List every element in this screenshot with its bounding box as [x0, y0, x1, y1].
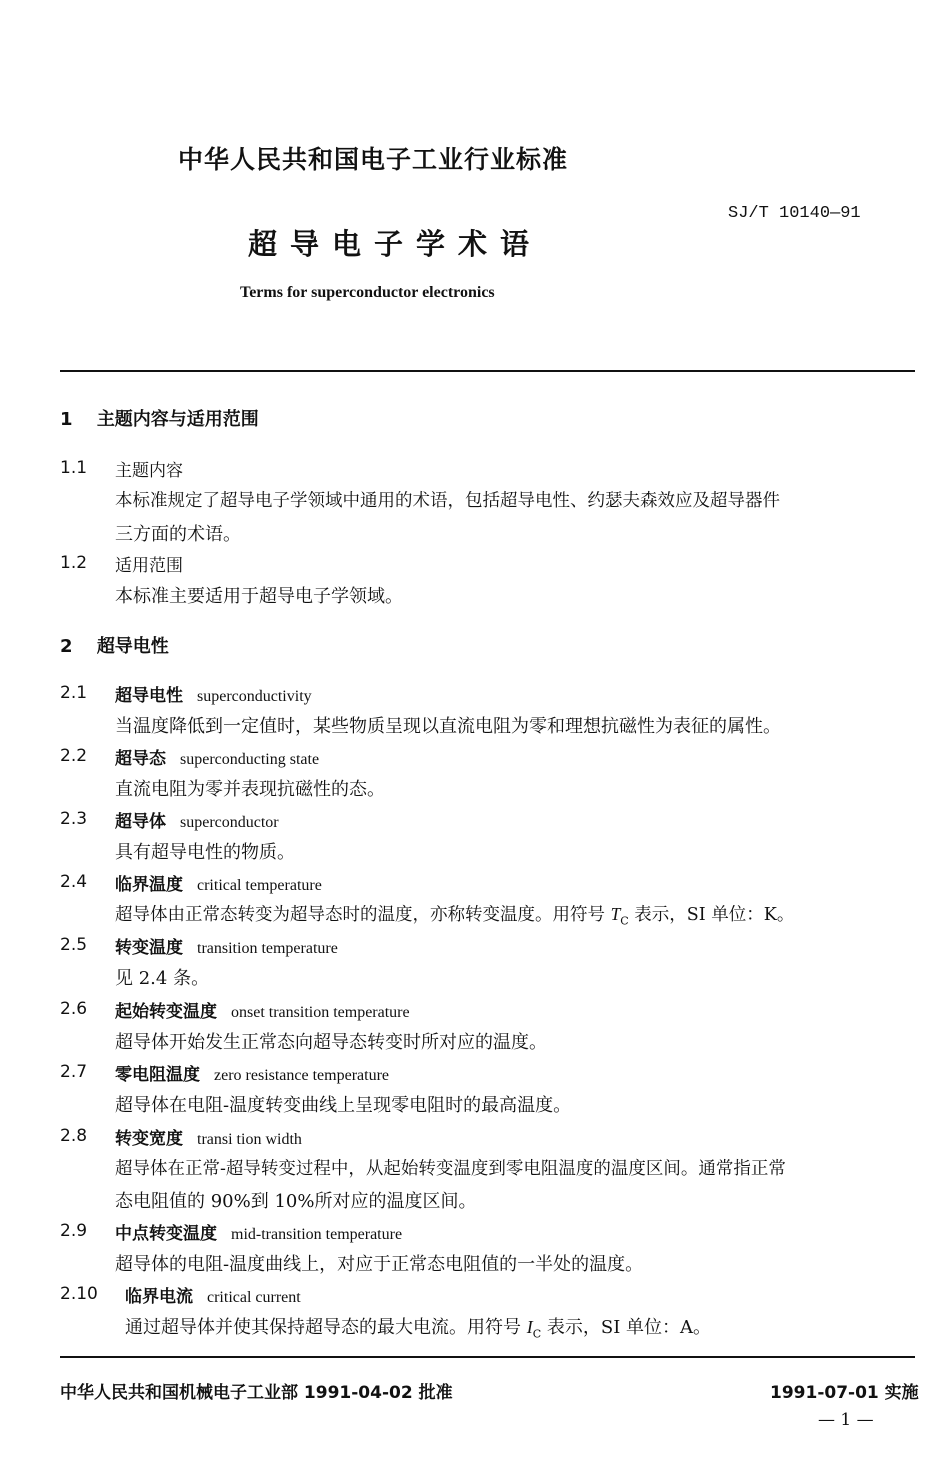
term-zh: 临界电流: [125, 1287, 193, 1307]
term-entry: [125, 1282, 301, 1307]
symbol-subscript: C: [532, 1327, 542, 1341]
term-entry: [115, 1060, 389, 1085]
term-definition: [115, 901, 794, 928]
bottom-divider: [60, 1356, 915, 1358]
term-en: zero resistance temperature: [214, 1067, 390, 1084]
term-definition: 见 2.4 条。: [115, 968, 210, 989]
top-divider: [60, 370, 915, 372]
term-number: 2.5: [60, 935, 88, 955]
term-en: superconductivity: [197, 688, 312, 705]
term-entry: [115, 807, 279, 832]
document-title-zh: 超导电子学术语: [248, 227, 543, 261]
term-number: 2.1: [60, 683, 88, 703]
term-number: 2.9: [60, 1221, 88, 1241]
term-zh: 起始转变温度: [115, 1002, 217, 1022]
term-number: 2.10: [60, 1284, 98, 1304]
term-zh: 超导电性: [115, 686, 183, 706]
term-number: 2.7: [60, 1062, 88, 1082]
section-number: 2: [60, 636, 73, 657]
section-title: 超导电性: [96, 636, 169, 657]
term-entry: [115, 933, 338, 958]
term-number: 2.3: [60, 809, 88, 829]
clause-title: 主题内容: [115, 461, 183, 481]
term-entry: [115, 1219, 402, 1244]
term-number: 2.6: [60, 999, 88, 1019]
term-definition: 超导体开始发生正常态向超导态转变时所对应的温度。: [115, 1032, 547, 1053]
term-en: superconductor: [180, 814, 279, 831]
clause-number: 1.2: [60, 553, 88, 573]
clause-text: 本标准规定了超导电子学领域中通用的术语，包括超导电性、约瑟夫森效应及超导器件: [115, 491, 780, 511]
term-en: mid-transition temperature: [231, 1226, 403, 1243]
term-number: 2.2: [60, 746, 88, 766]
page-number: — 1 —: [818, 1410, 874, 1430]
section-number: 1: [60, 409, 73, 430]
term-entry: [115, 744, 319, 769]
term-en: critical current: [207, 1289, 301, 1306]
clause-title: 适用范围: [115, 556, 183, 576]
symbol: I: [526, 1317, 533, 1337]
section-1-heading: [60, 405, 259, 431]
section-title: 主题内容与适用范围: [96, 409, 259, 430]
term-definition: 当温度降低到一定值时，某些物质呈现以直流电阻为零和理想抗磁性为表征的属性。: [115, 716, 781, 737]
term-zh: 临界温度: [115, 875, 183, 895]
clause-number: 1.1: [60, 458, 88, 478]
standard-number: SJ/T 10140—91: [728, 204, 861, 223]
term-entry: [115, 1124, 302, 1149]
term-zh: 超导态: [115, 749, 166, 769]
definition-text: 表示，SI 单位：A。: [541, 1317, 712, 1338]
term-en: transi tion width: [197, 1131, 302, 1148]
term-zh: 转变温度: [115, 938, 183, 958]
term-zh: 中点转变温度: [115, 1224, 217, 1244]
term-definition: 具有超导电性的物质。: [115, 842, 295, 863]
definition-text: 通过超导体并使其保持超导态的最大电流。用符号: [125, 1317, 527, 1338]
term-definition: 超导体在正常-超导转变过程中，从起始转变温度到零电阻温度的温度区间。通常指正常: [115, 1159, 786, 1179]
standard-title: 中华人民共和国电子工业行业标准: [178, 145, 569, 174]
term-definition: 超导体在电阻-温度转变曲线上呈现零电阻时的最高温度。: [115, 1095, 572, 1116]
definition-text: 超导体由正常态转变为超导态时的温度，亦称转变温度。用符号: [115, 905, 611, 925]
document-title-en: Terms for superconductor electronics: [240, 284, 495, 301]
clause-text: 本标准主要适用于超导电子学领域。: [115, 586, 403, 607]
symbol-subscript: C: [620, 914, 629, 928]
symbol: T: [610, 904, 621, 924]
term-en: superconducting state: [180, 751, 320, 768]
term-definition: [125, 1313, 711, 1341]
section-2-heading: [60, 632, 169, 658]
clause-text: 三方面的术语。: [115, 524, 241, 545]
term-en: onset transition temperature: [231, 1004, 410, 1021]
term-entry: [115, 681, 312, 706]
term-zh: 转变宽度: [115, 1129, 183, 1149]
term-number: 2.4: [60, 872, 88, 892]
term-definition: 超导体的电阻-温度曲线上，对应于正常态电阻值的一半处的温度。: [115, 1254, 644, 1275]
term-entry: [115, 997, 410, 1022]
term-zh: 超导体: [115, 812, 166, 832]
term-definition: 直流电阻为零并表现抗磁性的态。: [115, 779, 385, 800]
term-zh: 零电阻温度: [115, 1065, 200, 1085]
term-en: critical temperature: [197, 877, 322, 894]
term-number: 2.8: [60, 1126, 88, 1146]
effective-date: 1991-07-01 实施: [770, 1383, 919, 1403]
term-en: transition temperature: [197, 940, 338, 957]
term-definition: 态电阻值的 90%到 10%所对应的温度区间。: [115, 1191, 477, 1212]
definition-text: 表示，SI 单位：K。: [628, 905, 795, 925]
approval-info: 中华人民共和国机械电子工业部 1991-04-02 批准: [60, 1383, 453, 1403]
term-entry: [115, 870, 322, 895]
